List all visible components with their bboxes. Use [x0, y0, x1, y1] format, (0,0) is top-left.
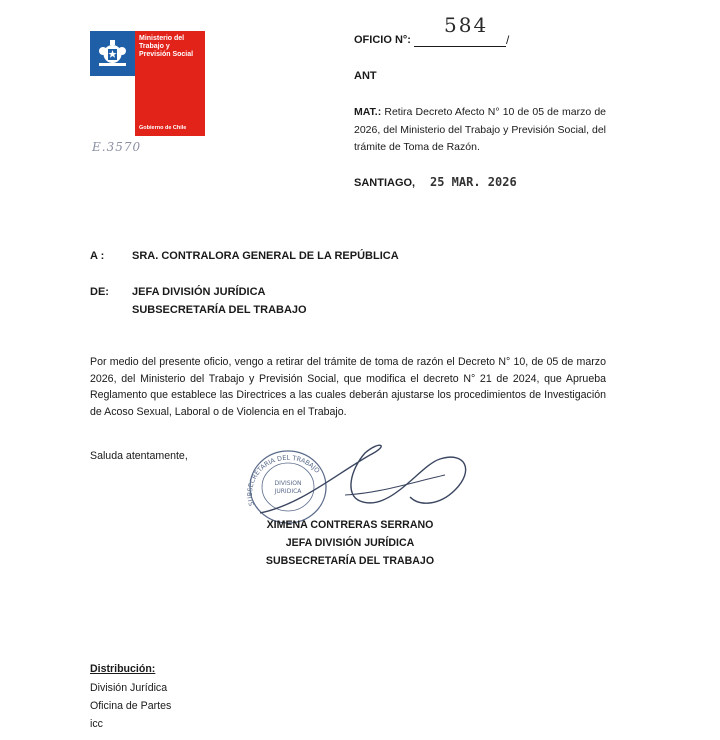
- logo-government-name: Gobierno de Chile: [139, 125, 187, 131]
- mat-text: Retira Decreto Afecto N° 10 de 05 de marzo de 2026, del Ministerio del Trabajo y Previsión Social, del trámite de Toma de Razón.: [354, 106, 606, 153]
- svg-text:JURIDICA: JURIDICA: [274, 488, 302, 495]
- distribution-item: División Jurídica: [90, 682, 168, 694]
- oficio-label: OFICIO N°:: [354, 34, 411, 46]
- oficio-slash: /: [506, 33, 510, 47]
- from-value-line2: SUBSECRETARÍA DEL TRABAJO: [132, 304, 307, 316]
- logo-ministry-name: Ministerio del Trabajo y Previsión Social: [139, 35, 194, 58]
- seal-and-signature: [240, 435, 490, 530]
- logo-blue-block: [90, 31, 135, 76]
- santiago-label: SANTIAGO,: [354, 177, 416, 189]
- logo-white-block: [90, 76, 135, 136]
- to-value: SRA. CONTRALORA GENERAL DE LA REPÚBLICA: [132, 250, 399, 262]
- body-paragraph: Por medio del presente oficio, vengo a retirar del trámite de toma de razón el Decreto N° 10, de 05 de marzo 2026, del Ministerio del Trabajo y Previsión Social, que modifica el decreto N° 21 de 2024, que Aprueba Reglamento que establece las Directrices a las cuales deberán ajustarse los procedimientos de Investigación de Acoso Sexual, Laboral o de Violencia en el Trabajo.: [90, 356, 606, 418]
- mat-block: [354, 104, 606, 157]
- from-key: DE:: [90, 286, 109, 298]
- svg-text:DIVISION: DIVISION: [274, 480, 302, 487]
- signatory-name: XIMENA CONTRERAS SERRANO: [266, 519, 434, 531]
- oficio-number: 584: [444, 13, 489, 37]
- distribution-title: Distribución:: [90, 663, 156, 675]
- date-stamp: 25 MAR. 2026: [430, 175, 517, 189]
- distribution-item: Oficina de Partes: [90, 700, 172, 712]
- svg-text:SUBSECRETARIA DEL TRABAJO: SUBSECRETARIA DEL TRABAJO: [245, 453, 322, 507]
- to-key: A :: [90, 250, 105, 262]
- ministry-logo: [90, 31, 205, 136]
- oficio-underline: [414, 46, 506, 47]
- distribution-item: icc: [90, 718, 103, 730]
- closing-text: Saluda atentamente,: [90, 450, 188, 462]
- mat-label: MAT.:: [354, 106, 382, 118]
- signatory-office: SUBSECRETARÍA DEL TRABAJO: [265, 555, 435, 567]
- ant-label: ANT: [354, 70, 377, 82]
- handwritten-note: E.3570: [92, 140, 142, 154]
- signatory-role: JEFA DIVISIÓN JURÍDICA: [285, 537, 415, 549]
- coat-of-arms-icon: [95, 37, 130, 69]
- from-value-line1: JEFA DIVISIÓN JURÍDICA: [132, 286, 266, 298]
